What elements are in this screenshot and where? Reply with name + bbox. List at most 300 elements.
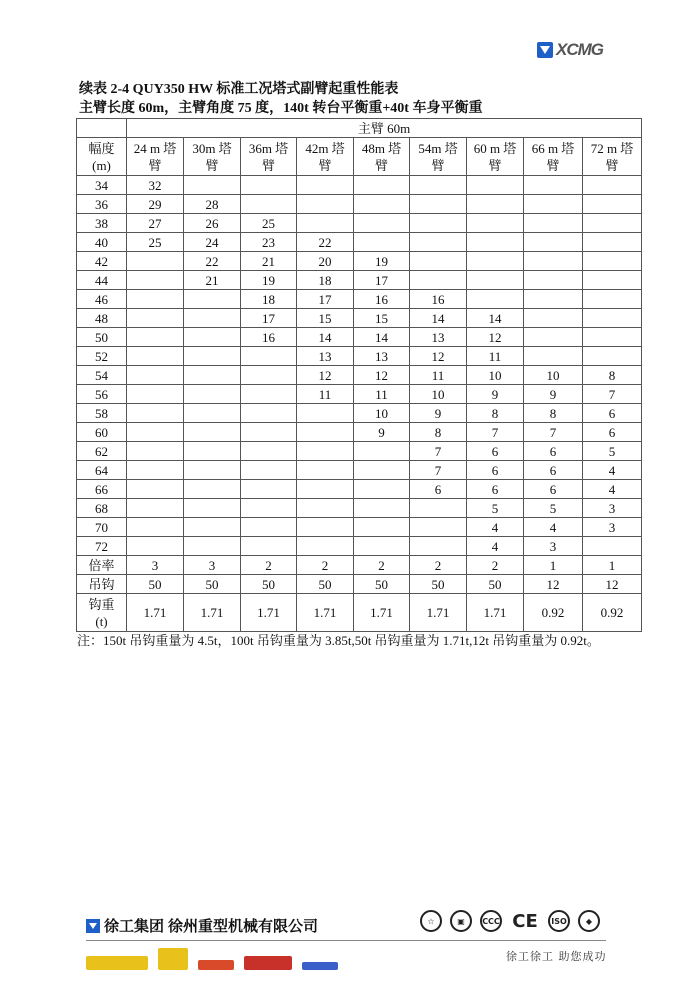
radius-cell: 48 (77, 309, 127, 328)
column-header-length: 36m 塔 (248, 140, 289, 156)
table-row (77, 385, 642, 404)
load-cell (297, 442, 354, 461)
fire-truck-icon (244, 956, 292, 970)
hook-weight-row (77, 594, 642, 632)
load-cell: 7 (524, 423, 583, 442)
hook-row (77, 575, 642, 594)
load-cell (241, 347, 297, 366)
column-header-length: 42m 塔 (305, 140, 345, 156)
column-header-8 (583, 138, 642, 176)
table-row (77, 176, 642, 195)
ccc-icon: CCC (480, 910, 502, 932)
load-cell: 12 (297, 366, 354, 385)
column-header-type: 臂 (318, 157, 332, 173)
load-cell: 10 (354, 404, 410, 423)
load-cell (127, 537, 184, 556)
load-cell (241, 499, 297, 518)
load-cell: 11 (354, 385, 410, 404)
hook-row-label: 吊钩 (77, 575, 127, 594)
radius-cell: 62 (77, 442, 127, 461)
load-cell: 19 (241, 271, 297, 290)
radius-header (77, 138, 127, 176)
load-cell: 8 (524, 404, 583, 423)
hook-weight-label (77, 594, 127, 632)
load-cell (524, 214, 583, 233)
load-cell (467, 176, 524, 195)
load-cell (127, 366, 184, 385)
lifting-performance-table (76, 118, 642, 632)
load-cell: 3 (583, 518, 642, 537)
load-cell (297, 518, 354, 537)
load-cell: 24 (184, 233, 241, 252)
hook-weight-unit: (t) (95, 613, 108, 629)
group-name: 徐工集团 (104, 917, 165, 935)
load-cell (127, 480, 184, 499)
radius-cell: 38 (77, 214, 127, 233)
company-footer (86, 915, 318, 936)
load-cell: 27 (127, 214, 184, 233)
column-header-type: 臂 (488, 157, 502, 173)
load-cell (354, 214, 410, 233)
load-cell: 6 (524, 480, 583, 499)
load-cell (583, 537, 642, 556)
radius-cell: 36 (77, 195, 127, 214)
column-header-length: 60 m 塔 (473, 140, 517, 156)
load-cell: 10 (467, 366, 524, 385)
load-cell: 12 (354, 366, 410, 385)
load-cell (524, 290, 583, 309)
xcmg-logo (537, 40, 603, 60)
load-cell: 28 (184, 195, 241, 214)
load-cell (127, 404, 184, 423)
load-cell (127, 442, 184, 461)
load-cell (184, 480, 241, 499)
load-cell (184, 347, 241, 366)
load-cell (410, 271, 467, 290)
load-cell (241, 366, 297, 385)
load-cell (297, 461, 354, 480)
column-header-type: 臂 (205, 157, 219, 173)
column-header-length: 30m 塔 (192, 140, 232, 156)
load-cell: 13 (410, 328, 467, 347)
load-cell (184, 423, 241, 442)
load-cell (583, 252, 642, 271)
load-cell (583, 233, 642, 252)
load-cell (354, 499, 410, 518)
load-cell: 8 (410, 423, 467, 442)
load-cell: 4 (524, 518, 583, 537)
load-cell (184, 461, 241, 480)
concrete-pump-truck-icon (198, 960, 234, 970)
load-cell: 16 (410, 290, 467, 309)
load-cell (524, 176, 583, 195)
radius-cell: 46 (77, 290, 127, 309)
radius-cell: 42 (77, 252, 127, 271)
company-name: 徐州重型机械有限公司 (168, 917, 319, 935)
reeving-row-value: 2 (354, 556, 410, 575)
load-cell: 29 (127, 195, 184, 214)
ce-mark-icon: CE (512, 910, 538, 932)
load-cell (410, 176, 467, 195)
load-cell (297, 499, 354, 518)
reeving-row-value: 2 (297, 556, 354, 575)
hook-row-value: 50 (297, 575, 354, 594)
column-header-length: 48m 塔 (361, 140, 402, 156)
hook-weight-value: 1.71 (127, 594, 184, 632)
xcmg-group-mark-icon (86, 919, 100, 933)
hook-row-value: 50 (354, 575, 410, 594)
column-header-type: 臂 (261, 157, 275, 173)
table-row (77, 461, 642, 480)
radius-cell: 50 (77, 328, 127, 347)
load-cell (241, 480, 297, 499)
hook-row-value: 50 (467, 575, 524, 594)
machine-illustrations (86, 948, 338, 970)
table-row (77, 195, 642, 214)
load-cell (184, 518, 241, 537)
column-header-length: 54m 塔 (418, 140, 458, 156)
load-cell (583, 271, 642, 290)
column-header-type: 臂 (546, 157, 560, 173)
truck-crane-icon (86, 956, 148, 970)
radius-cell: 70 (77, 518, 127, 537)
load-cell (524, 195, 583, 214)
table-row (77, 214, 642, 233)
column-header-6 (467, 138, 524, 176)
load-cell: 7 (583, 385, 642, 404)
hook-row-value: 50 (410, 575, 467, 594)
load-cell (467, 233, 524, 252)
xcmg-wordmark: XCMG (556, 40, 603, 59)
load-cell: 13 (297, 347, 354, 366)
column-header-type: 臂 (605, 157, 619, 173)
table-row (77, 499, 642, 518)
hook-row-value: 50 (184, 575, 241, 594)
load-cell (127, 461, 184, 480)
load-cell (127, 290, 184, 309)
radius-header-unit: (m) (92, 157, 111, 173)
hook-row-value: 50 (127, 575, 184, 594)
load-cell: 5 (467, 499, 524, 518)
load-cell (524, 328, 583, 347)
table-title: 续表 2-4 QUY350 HW 标准工况塔式副臂起重性能表 (79, 82, 399, 97)
hook-weight-value: 1.71 (184, 594, 241, 632)
load-cell (297, 195, 354, 214)
corner-cell (77, 119, 127, 138)
load-cell (583, 195, 642, 214)
load-cell (241, 461, 297, 480)
load-cell: 4 (583, 461, 642, 480)
load-cell: 7 (410, 442, 467, 461)
load-cell (241, 404, 297, 423)
load-cell: 15 (354, 309, 410, 328)
load-cell (127, 518, 184, 537)
radius-cell: 40 (77, 233, 127, 252)
load-cell (184, 442, 241, 461)
load-cell (467, 252, 524, 271)
load-cell (184, 290, 241, 309)
load-cell (354, 537, 410, 556)
column-header-4 (354, 138, 410, 176)
radius-cell: 68 (77, 499, 127, 518)
column-header-7 (524, 138, 583, 176)
table-row (77, 480, 642, 499)
column-header-type: 臂 (374, 157, 388, 173)
load-cell: 3 (583, 499, 642, 518)
load-cell: 6 (467, 461, 524, 480)
load-cell (184, 309, 241, 328)
load-cell (524, 252, 583, 271)
load-cell (297, 423, 354, 442)
hook-weight-value: 1.71 (354, 594, 410, 632)
table-row (77, 309, 642, 328)
load-cell (297, 404, 354, 423)
load-cell: 11 (410, 366, 467, 385)
load-cell (410, 537, 467, 556)
load-cell: 11 (297, 385, 354, 404)
table-row (77, 442, 642, 461)
load-cell (524, 271, 583, 290)
load-cell: 12 (410, 347, 467, 366)
load-cell (354, 233, 410, 252)
load-cell (524, 233, 583, 252)
radius-cell: 64 (77, 461, 127, 480)
column-header-length: 72 m 塔 (590, 140, 634, 156)
hook-weight-value: 1.71 (467, 594, 524, 632)
load-cell: 6 (467, 442, 524, 461)
load-cell: 14 (297, 328, 354, 347)
load-cell (583, 328, 642, 347)
load-cell: 9 (524, 385, 583, 404)
load-cell: 4 (583, 480, 642, 499)
load-cell: 20 (297, 252, 354, 271)
load-cell: 9 (467, 385, 524, 404)
load-cell: 11 (467, 347, 524, 366)
table-row (77, 252, 642, 271)
load-cell: 12 (467, 328, 524, 347)
table-row (77, 366, 642, 385)
table-row (77, 518, 642, 537)
load-cell (127, 347, 184, 366)
column-header-5 (410, 138, 467, 176)
load-cell (583, 214, 642, 233)
load-cell (467, 195, 524, 214)
load-cell: 18 (297, 271, 354, 290)
load-cell (241, 195, 297, 214)
reeving-row-value: 2 (410, 556, 467, 575)
load-cell (467, 290, 524, 309)
iso-cert-icon: ISO (548, 910, 570, 932)
hook-weight-value: 0.92 (524, 594, 583, 632)
load-cell: 6 (583, 423, 642, 442)
table-row (77, 347, 642, 366)
load-cell (583, 290, 642, 309)
load-cell (467, 214, 524, 233)
load-cell (354, 195, 410, 214)
load-cell (297, 214, 354, 233)
table-row (77, 271, 642, 290)
load-cell (241, 423, 297, 442)
main-boom-header: 主臂 60m (127, 119, 642, 138)
load-cell: 17 (241, 309, 297, 328)
load-cell (297, 537, 354, 556)
load-cell: 25 (241, 214, 297, 233)
load-cell (354, 480, 410, 499)
award-cert-icon: ◆ (578, 910, 600, 932)
load-cell: 23 (241, 233, 297, 252)
hook-weight-label-text: 钩重 (88, 596, 115, 612)
hook-weight-value: 1.71 (410, 594, 467, 632)
load-cell (241, 518, 297, 537)
reeving-row-label: 倍率 (77, 556, 127, 575)
quality-cert-icon: ▣ (450, 910, 472, 932)
load-cell: 9 (410, 404, 467, 423)
table-row (77, 328, 642, 347)
footnote: 注：150t 吊钩重量为 4.5t，100t 吊钩重量为 3.85t,50t 吊钩重量为 1.71t,12t 吊钩重量为 0.92t。 (77, 633, 600, 648)
load-cell: 6 (583, 404, 642, 423)
radius-cell: 52 (77, 347, 127, 366)
radius-cell: 60 (77, 423, 127, 442)
load-cell: 5 (583, 442, 642, 461)
load-cell (184, 366, 241, 385)
radius-cell: 58 (77, 404, 127, 423)
load-cell (241, 442, 297, 461)
load-cell (410, 518, 467, 537)
load-cell (410, 252, 467, 271)
load-cell: 15 (297, 309, 354, 328)
load-cell (241, 176, 297, 195)
footer-divider (86, 940, 606, 941)
hook-weight-value: 0.92 (583, 594, 642, 632)
load-cell: 16 (241, 328, 297, 347)
radius-cell: 54 (77, 366, 127, 385)
crawler-crane-icon (158, 948, 188, 970)
load-cell: 6 (467, 480, 524, 499)
load-cell: 26 (184, 214, 241, 233)
xcmg-mark-icon (537, 42, 553, 58)
hook-weight-value: 1.71 (241, 594, 297, 632)
radius-cell: 44 (77, 271, 127, 290)
reeving-row-value: 3 (184, 556, 241, 575)
load-cell: 6 (410, 480, 467, 499)
safety-cert-icon: ☆ (420, 910, 442, 932)
slogan: 徐工徐工 助您成功 (506, 950, 607, 963)
column-header-length: 66 m 塔 (531, 140, 575, 156)
load-cell (410, 214, 467, 233)
load-cell (241, 537, 297, 556)
reeving-row-value: 1 (583, 556, 642, 575)
load-cell (184, 404, 241, 423)
reeving-row-value: 2 (467, 556, 524, 575)
load-cell (583, 347, 642, 366)
radius-cell: 66 (77, 480, 127, 499)
radius-cell: 72 (77, 537, 127, 556)
column-header-length: 24 m 塔 (133, 140, 177, 156)
load-cell: 7 (467, 423, 524, 442)
load-cell (297, 480, 354, 499)
load-cell: 8 (583, 366, 642, 385)
table-row (77, 404, 642, 423)
load-cell: 6 (524, 461, 583, 480)
radius-cell: 56 (77, 385, 127, 404)
load-cell (410, 499, 467, 518)
load-cell (127, 309, 184, 328)
load-cell (583, 176, 642, 195)
table-row (77, 423, 642, 442)
load-cell (583, 309, 642, 328)
reeving-row (77, 556, 642, 575)
load-cell: 16 (354, 290, 410, 309)
reeving-row-value: 1 (524, 556, 583, 575)
column-header-1 (184, 138, 241, 176)
load-cell (127, 423, 184, 442)
load-cell (184, 385, 241, 404)
load-cell: 10 (524, 366, 583, 385)
load-cell (241, 385, 297, 404)
load-cell (184, 499, 241, 518)
load-cell: 13 (354, 347, 410, 366)
load-cell: 21 (184, 271, 241, 290)
load-cell (127, 385, 184, 404)
load-cell: 14 (467, 309, 524, 328)
load-cell (127, 252, 184, 271)
load-cell: 22 (184, 252, 241, 271)
column-header-type: 臂 (431, 157, 445, 173)
load-cell (127, 328, 184, 347)
aerial-platform-icon (302, 962, 338, 970)
load-cell: 6 (524, 442, 583, 461)
load-cell: 25 (127, 233, 184, 252)
load-cell: 21 (241, 252, 297, 271)
table-row (77, 233, 642, 252)
column-header-type: 臂 (148, 157, 162, 173)
load-cell (354, 442, 410, 461)
load-cell (524, 309, 583, 328)
load-cell (297, 176, 354, 195)
load-cell: 5 (524, 499, 583, 518)
load-cell: 4 (467, 537, 524, 556)
load-cell (184, 537, 241, 556)
radius-header-label: 幅度 (88, 140, 115, 156)
load-cell (467, 271, 524, 290)
load-cell (524, 347, 583, 366)
table-subtitle: 主臂长度 60m，主臂角度 75 度，140t 转台平衡重+40t 车身平衡重 (79, 101, 483, 116)
load-cell (354, 461, 410, 480)
certification-icons (420, 910, 600, 932)
hook-row-value: 12 (583, 575, 642, 594)
table-row (77, 537, 642, 556)
hook-row-value: 50 (241, 575, 297, 594)
load-cell: 10 (410, 385, 467, 404)
load-cell: 4 (467, 518, 524, 537)
load-cell: 19 (354, 252, 410, 271)
load-cell (354, 518, 410, 537)
table-row (77, 290, 642, 309)
load-cell: 8 (467, 404, 524, 423)
load-cell: 32 (127, 176, 184, 195)
load-cell: 17 (354, 271, 410, 290)
reeving-row-value: 2 (241, 556, 297, 575)
load-cell: 14 (410, 309, 467, 328)
load-cell: 14 (354, 328, 410, 347)
load-cell: 22 (297, 233, 354, 252)
load-cell (184, 328, 241, 347)
load-cell (127, 499, 184, 518)
hook-weight-value: 1.71 (297, 594, 354, 632)
column-header-3 (297, 138, 354, 176)
load-cell: 9 (354, 423, 410, 442)
radius-cell: 34 (77, 176, 127, 195)
